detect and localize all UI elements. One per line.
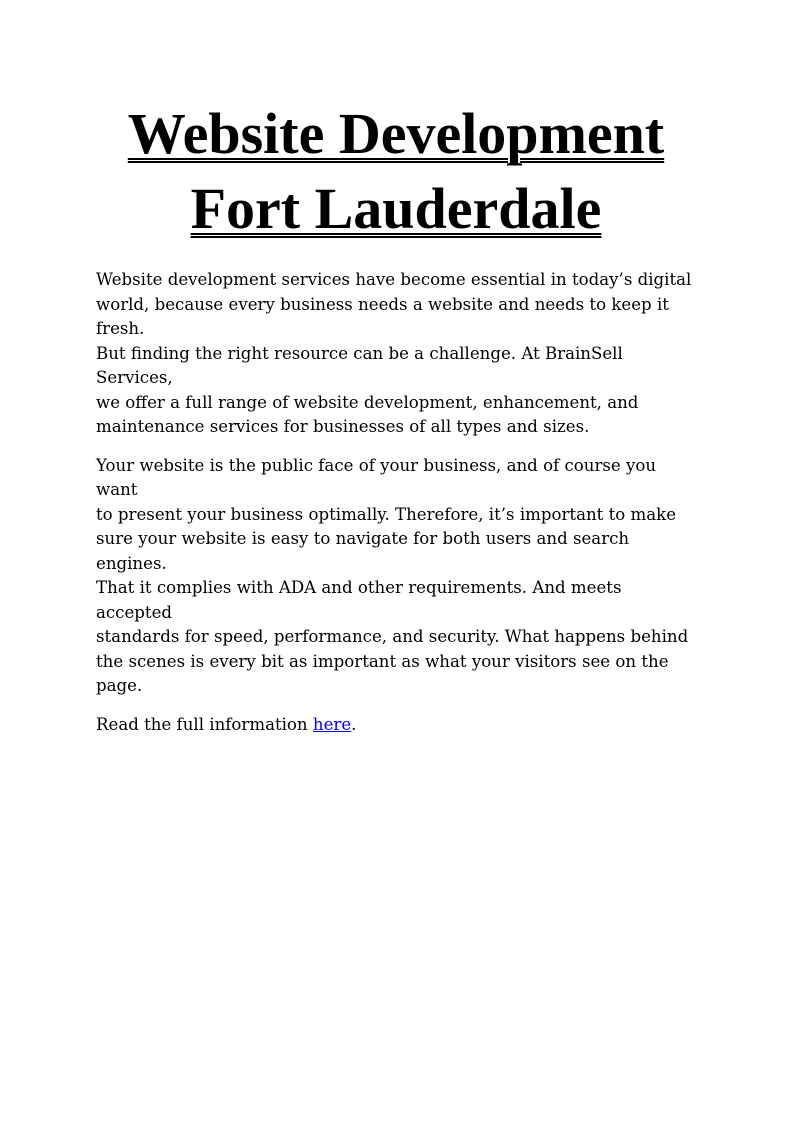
read-more-text: Read the full information bbox=[96, 714, 313, 734]
intro-paragraph: Website development services have become essential in today’s digital world, because every business needs a website and needs to keep it fresh. But finding the right resource can be a challenge. At BrainSell Services, we offer a full range of website development, enhancement, and maintenance services for businesses of all types and sizes. bbox=[96, 270, 692, 436]
document-page bbox=[96, 96, 696, 751]
read-more-line bbox=[96, 713, 696, 738]
here-link[interactable]: here bbox=[312, 714, 352, 734]
title-line-2: Fort Lauderdale bbox=[190, 176, 602, 241]
read-more-period: . bbox=[351, 714, 357, 734]
page-title bbox=[96, 96, 696, 246]
body-paragraph: Your website is the public face of your business, and of course you want to present your business optimally. Therefore, it’s important to make sure your website is easy to navigate for both users and search engines. That it complies with ADA and other requirements. And meets accepted standards for speed, performance, and security. What happens behind the scenes is every bit as important as what your visitors see on the page. bbox=[96, 455, 689, 695]
title-line-1: Website Development bbox=[127, 101, 665, 166]
